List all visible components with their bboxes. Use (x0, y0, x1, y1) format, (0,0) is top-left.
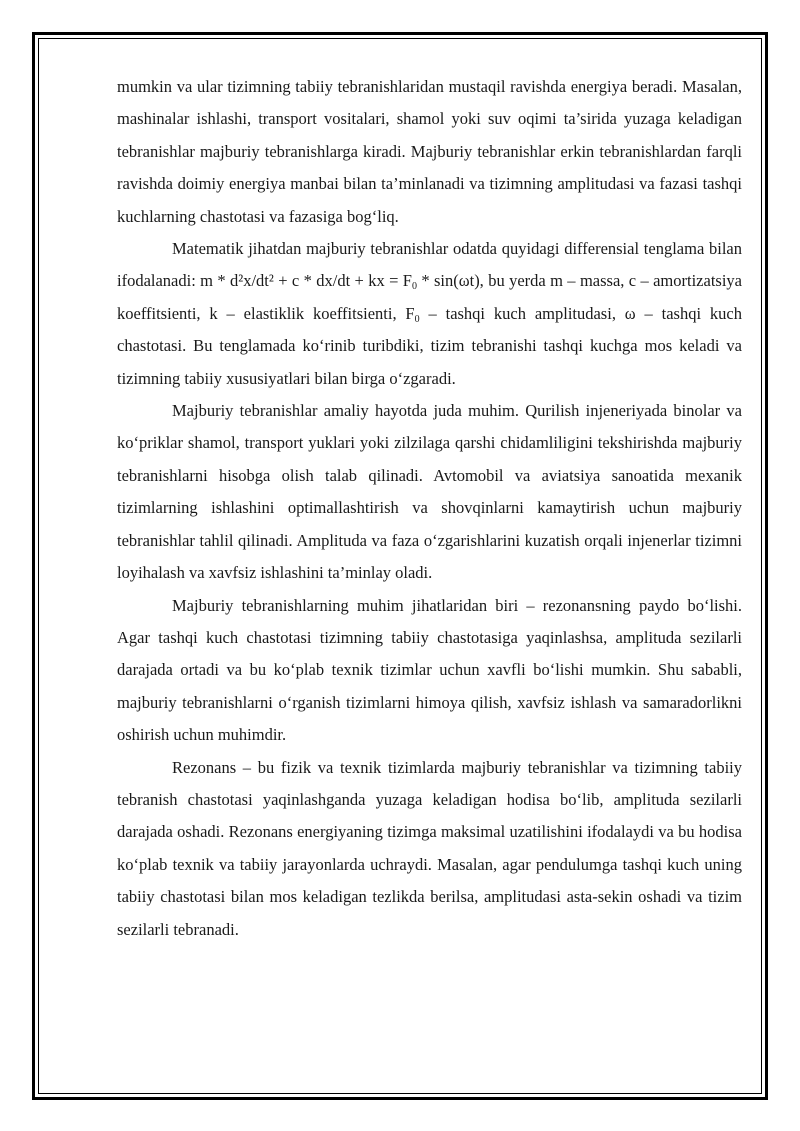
paragraph-2 (117, 233, 742, 395)
subscript-zero: 0 (414, 313, 420, 325)
paragraph-2-text-a: Matematik jihatdan majburiy tebranishlar odatda quyidagi differensial tenglama bilan ifodalanadi: m * d²x/dt² + c * dx/dt + kx = F (117, 239, 742, 291)
paragraph-2-text-c: – tashqi kuch amplitudasi, ω – tashqi kuch chastotasi. Bu tenglamada ko‘rinib turibdiki, tizim tebranishi tashqi kuchga mos keladi va tizimning tabiiy xususiyatlari bilan birga o‘zgaradi. (117, 303, 743, 388)
paragraph-5: Rezonans – bu fizik va texnik tizimlarda majburiy tebranishlar va tizimning tabiiy tebranish chastotasi yaqinlashganda yuzaga keladigan hodisa bo‘lib, amplituda sezilarli darajada oshadi. Rezonans energiyaning tizimga maksimal uzatilishini ifodalaydi va bu hodisa ko‘plab texnik va tabiiy jarayonlarda uchraydi. Masalan, agar pendulumga tashqi kuch uning tabiiy chastotasi bilan mos keladigan tezlikda berilsa, amplitudasi asta-sekin oshadi va tizim sezilarli tebranadi. (117, 757, 742, 939)
document-body (117, 71, 742, 946)
subscript-zero: 0 (411, 281, 417, 293)
paragraph-3: Majburiy tebranishlar amaliy hayotda juda muhim. Qurilish injeneriyada binolar va ko‘priklar shamol, transport yuklari yoki zilzilaga qarshi chidamliligini tekshirishda majburiy tebranishlarni hisobga olish talab qilinadi. Avtomobil va aviatsiya sanoatida mexanik tizimlarning ishlashini optimallashtirish va shovqinlarni kamaytirish uchun majburiy tebranishlar tahlil qilinadi. Amplituda va faza o‘zgarishlarini kuzatish orqali injenerlar tizimni loyihalash va xavfsiz ishlashini ta’minlay oladi. (117, 401, 742, 583)
paragraph-4: Majburiy tebranishlarning muhim jihatlaridan biri – rezonansning paydo bo‘lishi. Agar tashqi kuch chastotasi tizimning tabiiy chastotasiga yaqinlashsa, amplituda sezilarli darajada ortadi va bu ko‘plab texnik tizimlar uchun xavfli bo‘lishi mumkin. Shu sababli, majburiy tebranishlarni o‘rganish tizimlarni himoya qilish, xavfsiz ishlash va samaradorlikni oshirish uchun muhimdir. (117, 595, 742, 745)
paragraph-2-text-b: * sin(ωt), bu yerda m – massa, c – amortizatsiya koeffitsienti, k – elastiklik koeffitsienti, F (117, 271, 742, 323)
paragraph-1: mumkin va ular tizimning tabiiy tebranishlaridan mustaqil ravishda energiya beradi. Masalan, mashinalar ishlashi, transport vositalari, shamol yoki suv oqimi ta’sirida yuzaga keladigan tebranishlar majburiy tebranishlarga kiradi. Majburiy tebranishlar erkin tebranishlardan farqli ravishda doimiy energiya manbai bilan ta’minlanadi va tizimning amplitudasi va fazasi tashqi kuchlarning chastotasi va fazasiga bog‘liq. (117, 77, 742, 226)
